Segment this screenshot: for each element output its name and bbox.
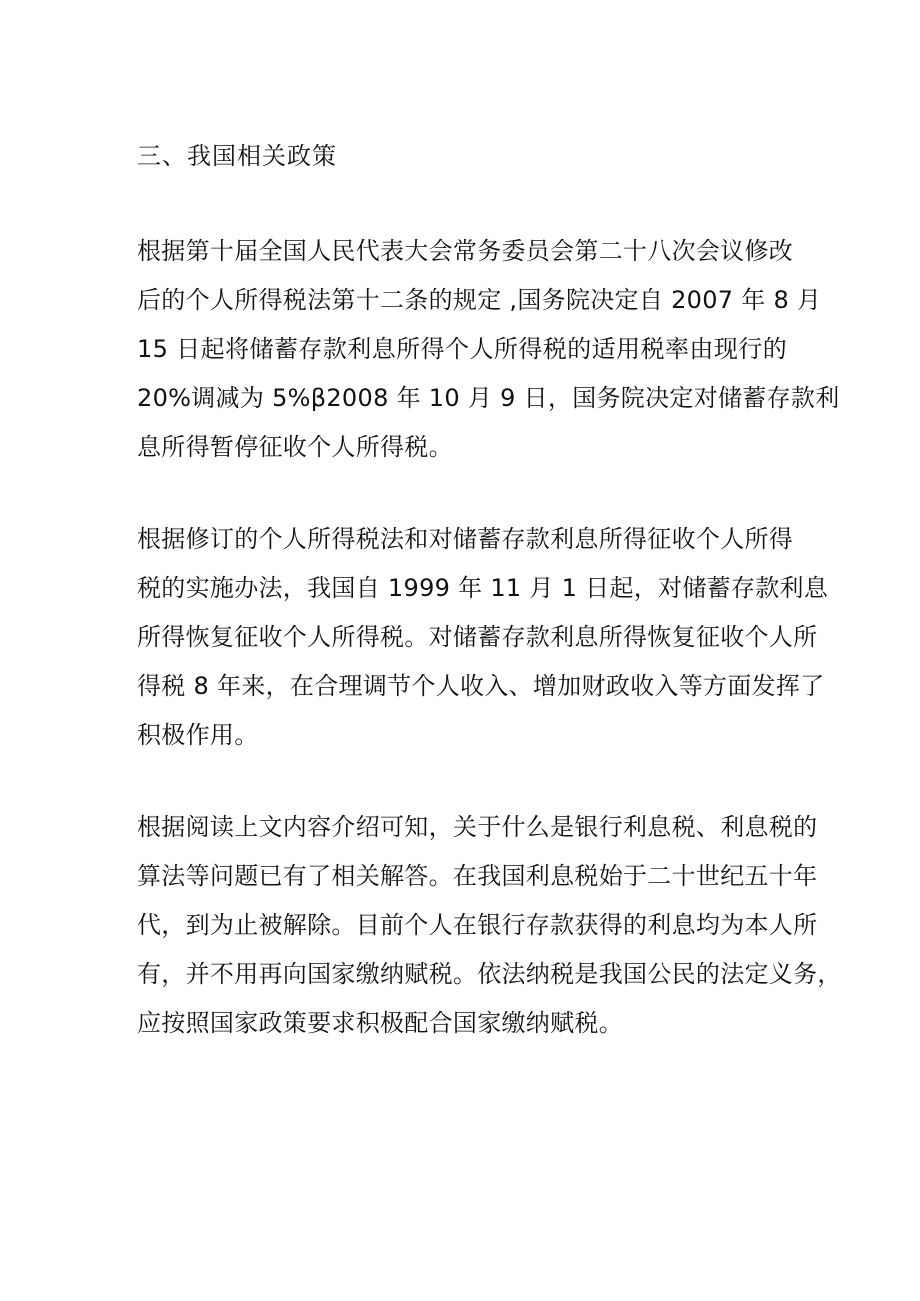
paragraph-line: 15 日起将储蓄存款利息所得个人所得税的适用税率由现行的 xyxy=(137,335,787,363)
paragraph-line: 根据阅读上文内容介绍可知，关于什么是银行利息税、利息税的 xyxy=(137,813,818,841)
paragraph-line: 积极作用。 xyxy=(137,721,259,749)
paragraph-line: 后的个人所得税法第十二条的规定 ,国务院决定自 2007 年 8 月 xyxy=(137,286,822,314)
paragraph-line: 代，到为止被解除。目前个人在银行存款获得的利息均为本人所 xyxy=(137,911,818,939)
section-heading: 三、我国相关政策 xyxy=(137,142,337,170)
paragraph-line: 税的实施办法，我国自 1999 年 11 月 1 日起，对储蓄存款利息 xyxy=(137,574,829,602)
paragraph-line: 得税 8 年来，在合理调节个人收入、增加财政收入等方面发挥了 xyxy=(137,672,825,700)
paragraph-line: 应按照国家政策要求积极配合国家缴纳赋税。 xyxy=(137,1009,623,1037)
paragraph-3 xyxy=(137,803,842,1048)
paragraph-2 xyxy=(137,515,829,760)
paragraph-line: 算法等问题已有了相关解答。在我国利息税始于二十世纪五十年 xyxy=(137,862,818,890)
paragraph-line: 根据修订的个人所得税法和对储蓄存款利息所得征收个人所得 xyxy=(137,525,794,553)
paragraph-line: 20%调减为 5%β2008 年 10 月 9 日，国务院决定对储蓄存款利 xyxy=(137,384,840,412)
paragraph-line: 根据第十届全国人民代表大会常务委员会第二十八次会议修改 xyxy=(137,237,794,265)
paragraph-line: 所得恢复征收个人所得税。对储蓄存款利息所得恢复征收个人所 xyxy=(137,623,818,651)
paragraph-1 xyxy=(137,227,840,472)
paragraph-line: 有，并不用再向国家缴纳赋税。依法纳税是我国公民的法定义务， xyxy=(137,960,842,988)
paragraph-line: 息所得暂停征收个人所得税。 xyxy=(137,433,453,461)
